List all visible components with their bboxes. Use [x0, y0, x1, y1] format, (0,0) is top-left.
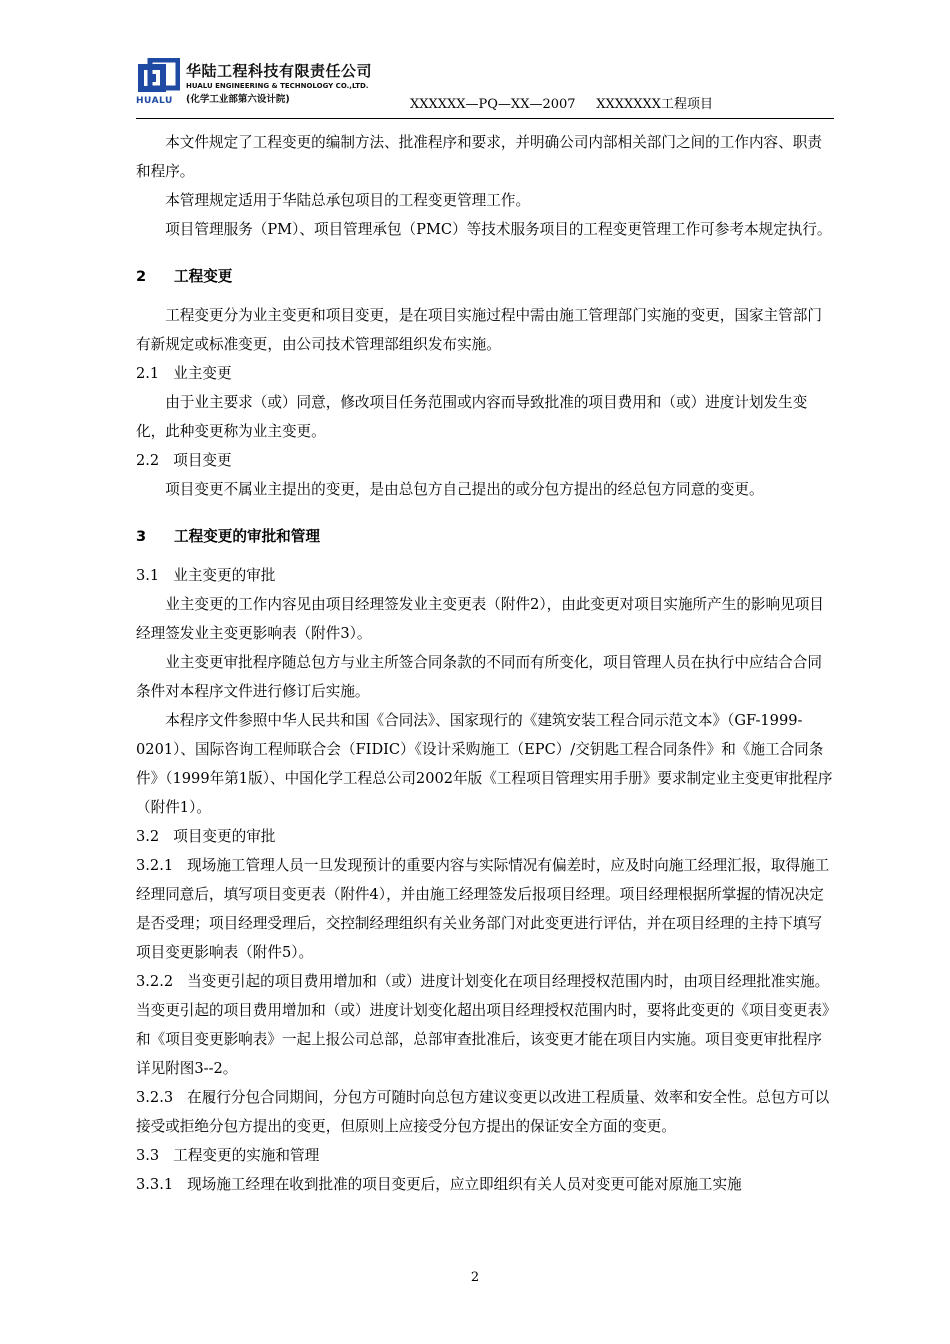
section-number: 3.2.3 — [136, 1089, 174, 1106]
section-3-2-2 — [136, 967, 836, 1083]
section-title: 工程变更 — [174, 268, 233, 285]
header-divider — [136, 118, 834, 119]
intro-paragraph-1: 本文件规定了工程变更的编制方法、批准程序和要求，并明确公司内部相关部门之间的工作内容、职责和程序。 — [136, 134, 822, 180]
section-number: 3.2.2 — [136, 973, 174, 990]
section-3-1-heading — [136, 561, 836, 590]
section-3-3-1 — [136, 1170, 836, 1199]
section-title: 业主变更 — [173, 365, 232, 382]
document-code: XXXXXX—PQ—XX—2007 XXXXXXX工程项目 — [410, 97, 713, 112]
section-number: 3.3.1 — [136, 1176, 174, 1193]
section-text: 当变更引起的项目费用增加和（或）进度计划变化在项目经理授权范围内时，由项目经理批准实施。当变更引起的项目费用增加和（或）进度计划变化超出项目经理授权范围内时，要将此变更的《项目变更表》和《项目变更影响表》一起上报公司总部，总部审查批准后，该变更才能在项目内实施。项目变更审批程序详见附图3--2。 — [136, 973, 830, 1077]
section-2-1-paragraph: 由于业主要求（或）同意，修改项目任务范围或内容而导致批准的项目费用和（或）进度计划发生变化，此种变更称为业主变更。 — [136, 394, 808, 440]
section-2-1-heading — [136, 359, 836, 388]
section-2-heading — [136, 262, 836, 291]
intro-paragraph-2: 本管理规定适用于华陆总承包项目的工程变更管理工作。 — [165, 192, 531, 209]
section-title: 工程变更的实施和管理 — [173, 1147, 320, 1164]
intro-paragraph-3: 项目管理服务（PM）、项目管理承包（PMC）等技术服务项目的工程变更管理工作可参考本规定执行。 — [165, 221, 832, 238]
company-name-block — [186, 60, 372, 105]
section-text: 现场施工管理人员一旦发现预计的重要内容与实际情况有偏差时，应及时向施工经理汇报，取得施工经理同意后，填写项目变更表（附件4），并由施工经理签发后报项目经理。项目经理根据所掌握的情况决定是否受理；项目经理受理后，交控制经理组织有关业务部门对此变更进行评估，并在项目经理的主持下填写项目变更影响表（附件5）。 — [136, 857, 830, 961]
document-body — [136, 128, 836, 1199]
company-name-cn: 华陆工程科技有限责任公司 — [186, 62, 373, 80]
section-number: 3.2 — [136, 828, 160, 845]
section-3-3-heading — [136, 1141, 836, 1170]
section-3-1-paragraph-3: 本程序文件参照中华人民共和国《合同法》、国家现行的《建筑安装工程合同示范文本》（GF-1999-0201）、国际咨询工程师联合会（FIDIC）《设计采购施工（EPC）/交钥匙工程合同条件》和《施工合同条件》（1999年第1版）、中国化学工程总公司2002年版《工程项目管理实用手册》要求制定业主变更审批程序（附件1）。 — [136, 712, 833, 816]
section-3-2-heading — [136, 822, 836, 851]
company-institute: (化学工业部第六设计院) — [186, 94, 290, 105]
section-3-heading — [136, 522, 836, 551]
section-title: 项目变更的审批 — [173, 828, 276, 845]
section-3-2-1 — [136, 851, 836, 967]
section-number: 3 — [136, 528, 147, 545]
logo-text: HUALU — [136, 96, 173, 106]
section-2-paragraph: 工程变更分为业主变更和项目变更，是在项目实施过程中需由施工管理部门实施的变更，国家主管部门有新规定或标准变更，由公司技术管理部组织发布实施。 — [136, 307, 822, 353]
section-2-2-paragraph: 项目变更不属业主提出的变更，是由总包方自己提出的或分包方提出的经总包方同意的变更。 — [165, 481, 764, 498]
section-title: 工程变更的审批和管理 — [174, 528, 320, 545]
company-name-en: HUALU ENGINEERING & TECHNOLOGY CO.,LTD. — [186, 82, 369, 90]
section-text: 在履行分包合同期间，分包方可随时向总包方建议变更以改进工程质量、效率和安全性。总包方可以接受或拒绝分包方提出的变更，但原则上应接受分包方提出的保证安全方面的变更。 — [136, 1089, 830, 1135]
section-number: 3.3 — [136, 1147, 160, 1164]
section-2-2-heading — [136, 446, 836, 475]
section-number: 3.2.1 — [136, 857, 174, 874]
section-number: 3.1 — [136, 567, 160, 584]
section-number: 2 — [136, 268, 147, 285]
page-number: 2 — [470, 1270, 480, 1285]
section-title: 业主变更的审批 — [173, 567, 276, 584]
section-number: 2.2 — [136, 452, 160, 469]
section-number: 2.1 — [136, 365, 160, 382]
section-3-2-3 — [136, 1083, 836, 1141]
section-3-1-paragraph-1: 业主变更的工作内容见由项目经理签发业主变更表（附件2），由此变更对项目实施所产生的影响见项目经理签发业主变更影响表（附件3）。 — [136, 596, 824, 642]
section-text: 现场施工经理在收到批准的项目变更后，应立即组织有关人员对变更可能对原施工实施 — [187, 1176, 742, 1193]
section-3-1-paragraph-2: 业主变更审批程序随总包方与业主所签合同条款的不同而有所变化，项目管理人员在执行中应结合合同条件对本程序文件进行修订后实施。 — [136, 654, 822, 700]
page-header — [136, 58, 836, 118]
section-title: 项目变更 — [173, 452, 232, 469]
